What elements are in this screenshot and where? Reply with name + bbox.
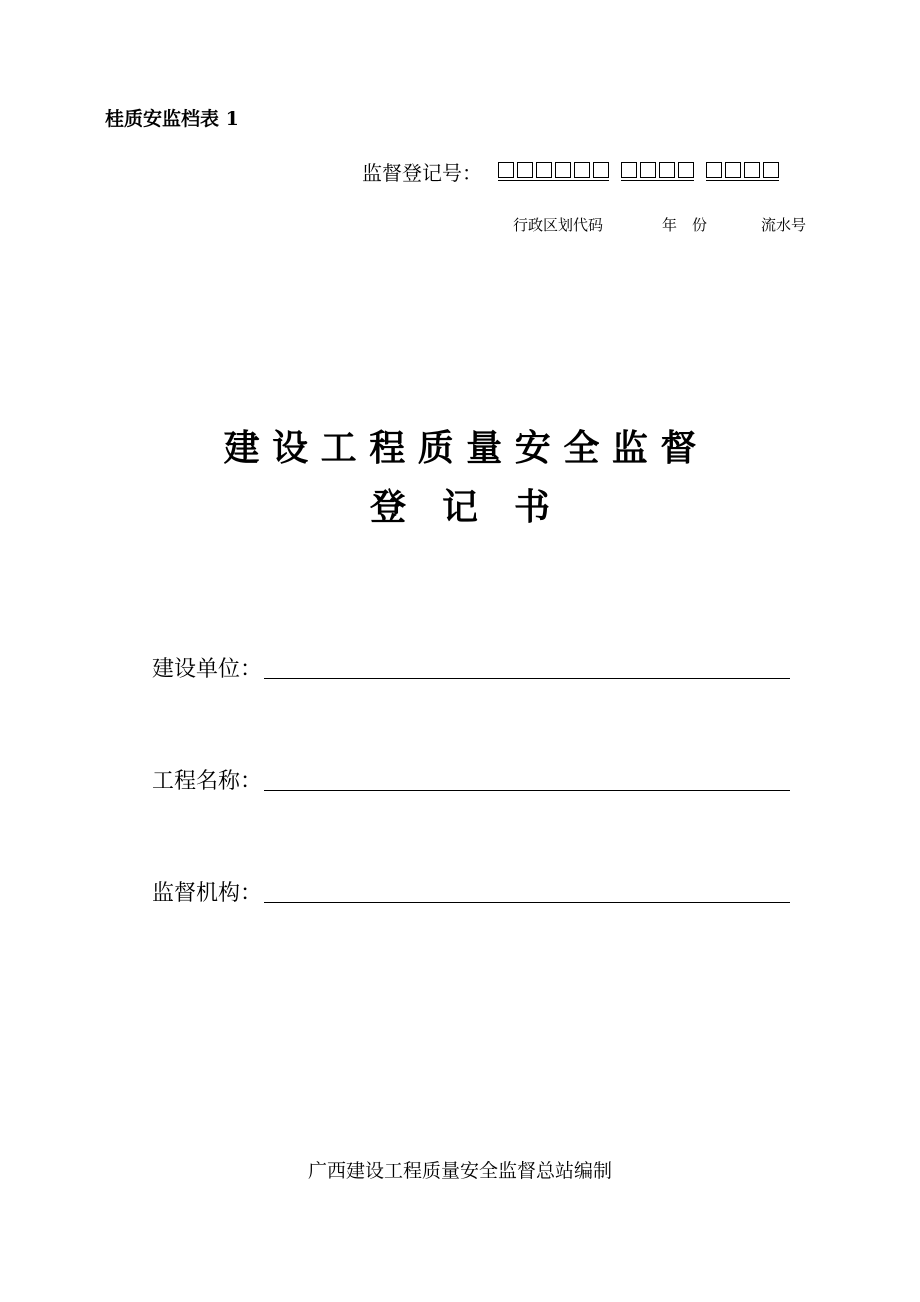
- digit-box[interactable]: [593, 162, 609, 178]
- serial-boxes[interactable]: [706, 162, 779, 181]
- digit-box[interactable]: [678, 162, 694, 178]
- digit-box[interactable]: [706, 162, 722, 178]
- digit-box[interactable]: [725, 162, 741, 178]
- year-boxes[interactable]: [621, 162, 694, 181]
- region-code-boxes[interactable]: [498, 162, 609, 181]
- registration-number: [362, 157, 779, 186]
- agency-field[interactable]: [152, 876, 790, 907]
- digit-box[interactable]: [659, 162, 675, 178]
- digit-box[interactable]: [498, 162, 514, 178]
- digit-box[interactable]: [621, 162, 637, 178]
- digit-box[interactable]: [574, 162, 590, 178]
- builder-input-line[interactable]: [264, 678, 790, 679]
- document-subtitle: 登 记 书: [369, 487, 550, 528]
- registration-label: 监督登记号：: [362, 161, 482, 185]
- region-code-caption: 行政区划代码: [513, 216, 604, 234]
- digit-box[interactable]: [744, 162, 760, 178]
- project-field[interactable]: [152, 764, 790, 795]
- project-label: 工程名称：: [152, 769, 263, 794]
- digit-box[interactable]: [640, 162, 656, 178]
- project-input-line[interactable]: [264, 790, 790, 791]
- digit-box[interactable]: [763, 162, 779, 178]
- year-caption: 年 份: [662, 216, 708, 234]
- digit-box[interactable]: [555, 162, 571, 178]
- form-code: 桂质安监档表 1: [105, 108, 239, 130]
- serial-caption: 流水号: [761, 216, 807, 234]
- agency-label: 监督机构：: [152, 881, 263, 906]
- footer-issuer: 广西建设工程质量安全监督总站编制: [307, 1160, 612, 1182]
- builder-label: 建设单位：: [152, 657, 263, 682]
- digit-box[interactable]: [536, 162, 552, 178]
- builder-field[interactable]: [152, 652, 790, 683]
- agency-input-line[interactable]: [264, 902, 790, 903]
- digit-box[interactable]: [517, 162, 533, 178]
- document-title: 建 设 工 程 质 量 安 全 监 督: [223, 428, 697, 469]
